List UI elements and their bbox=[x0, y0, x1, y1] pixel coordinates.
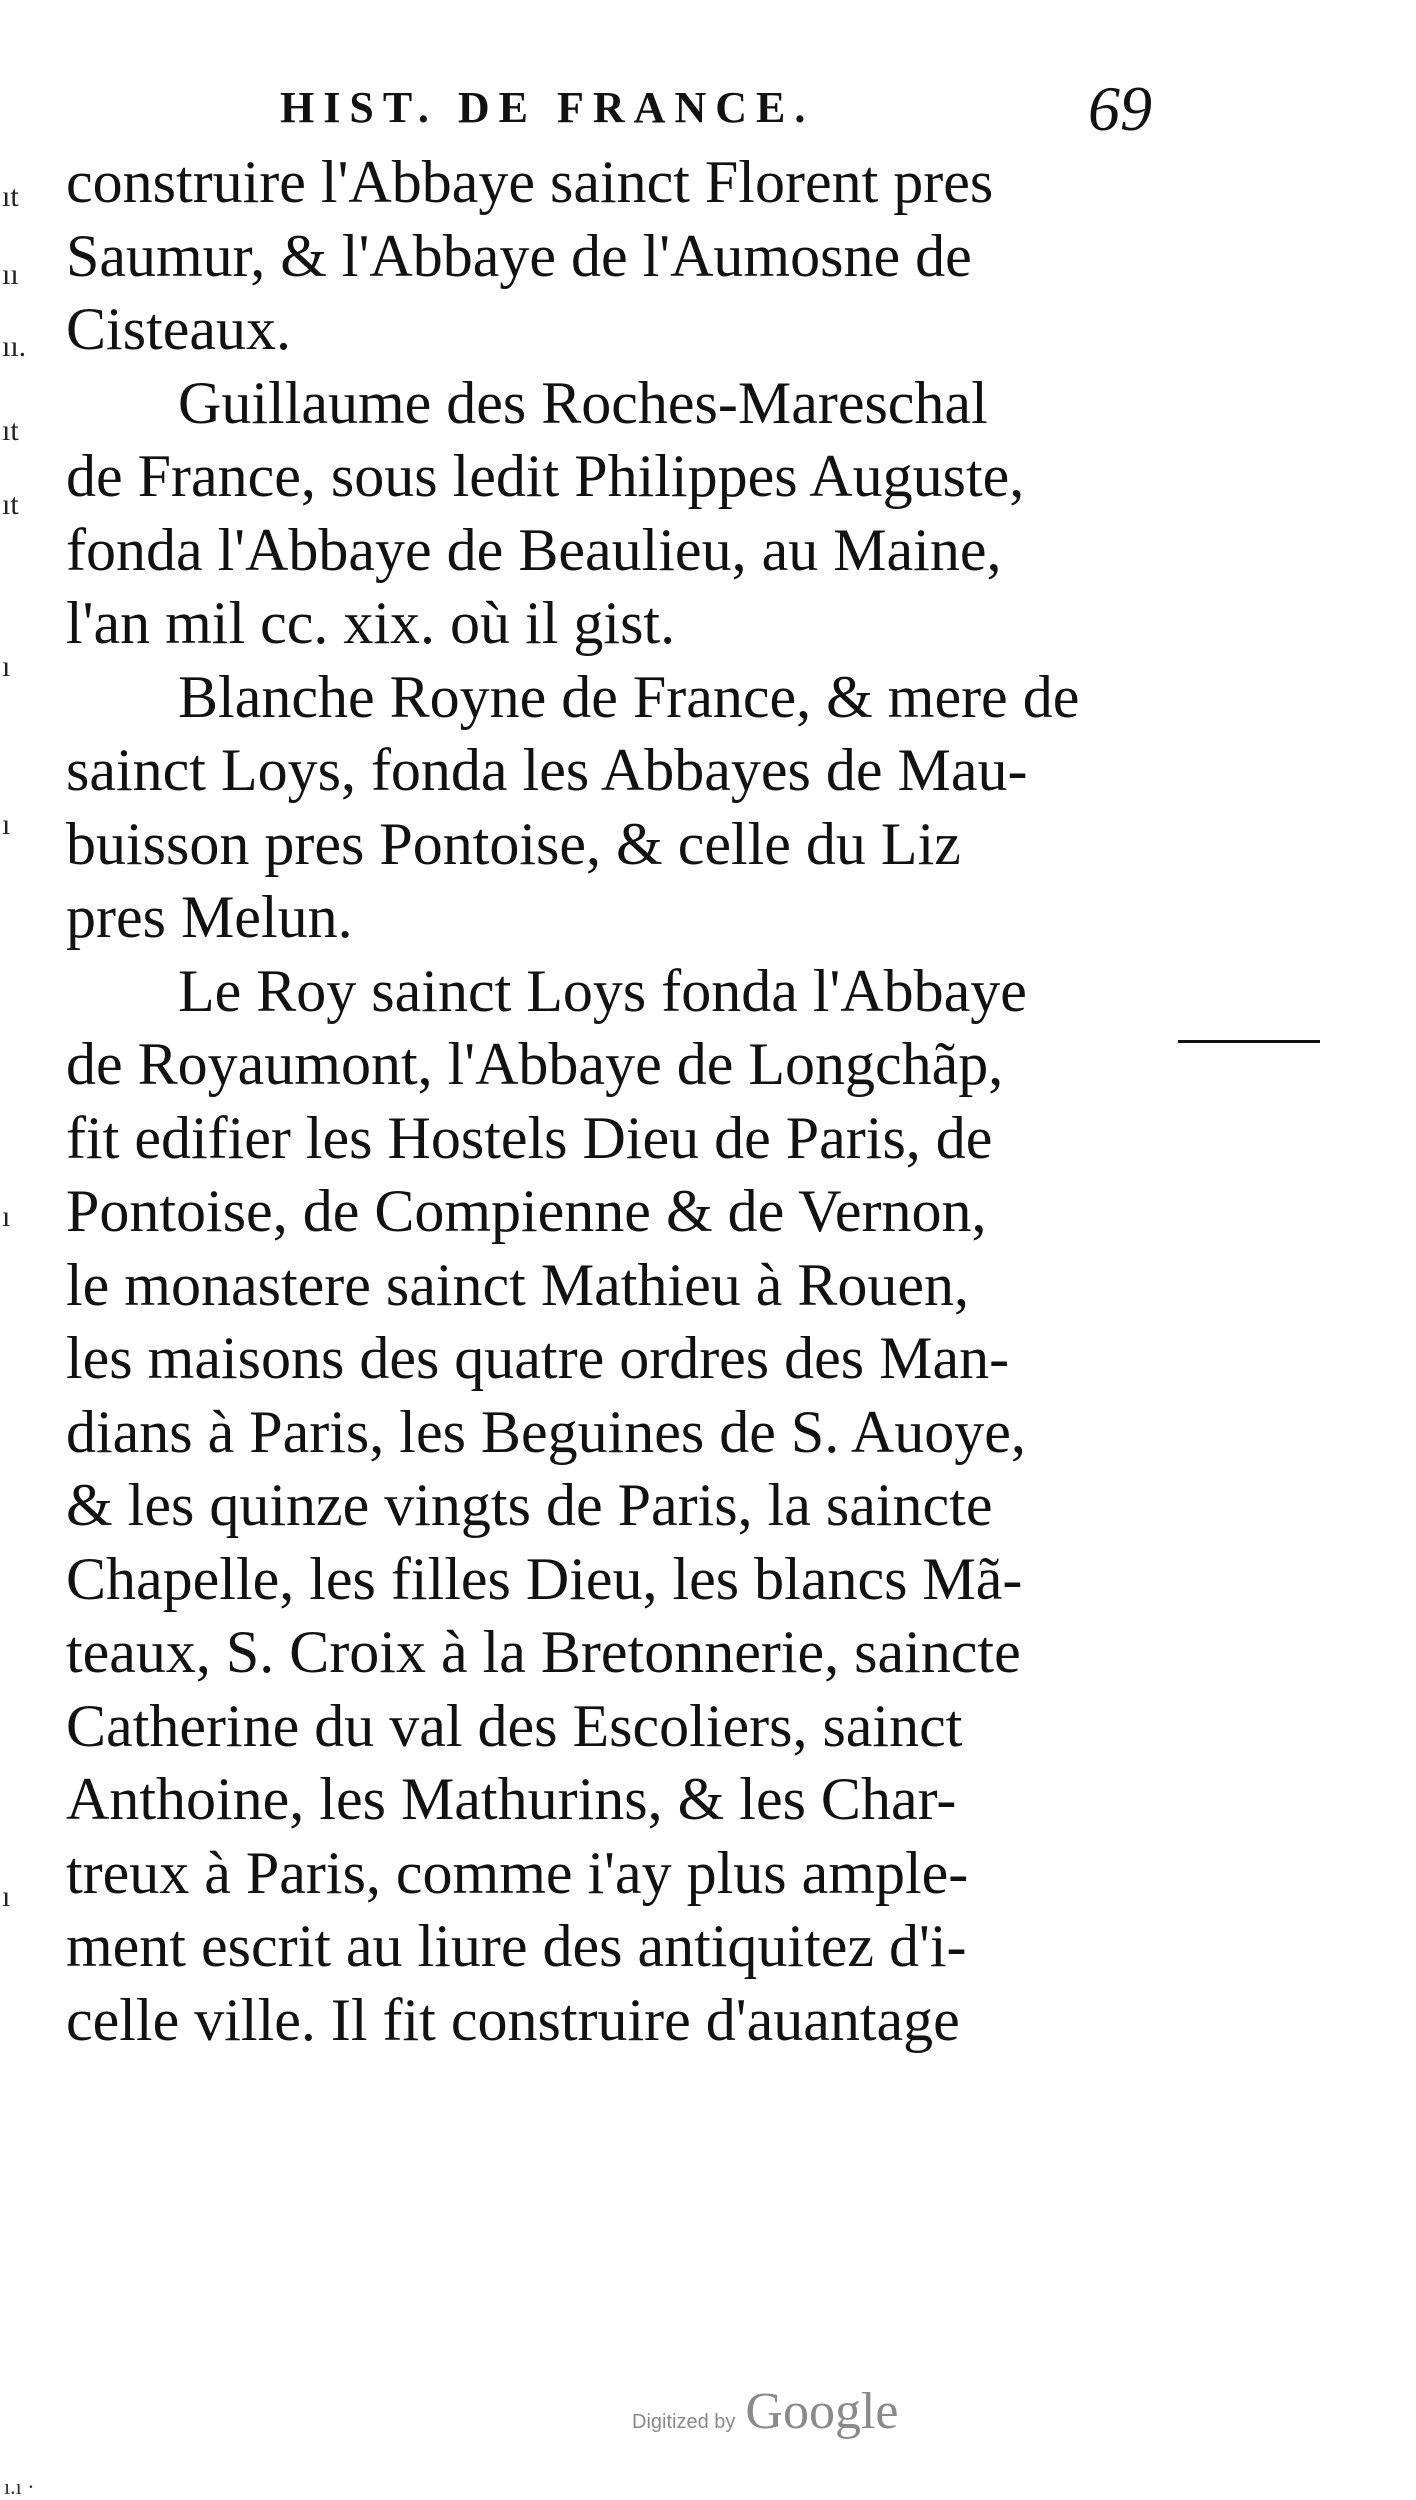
text-line: Catherine du val des Escoliers, sainct bbox=[66, 1692, 963, 1759]
text-line: construire l'Abbaye sainct Florent pres bbox=[66, 149, 994, 215]
text-line: le monastere sainct Mathieu à Rouen, bbox=[66, 1251, 970, 1318]
text-line: & les quinze vingts de Paris, la saincte bbox=[66, 1472, 993, 1538]
text-line: Anthoine, les Mathurins, & les Char- bbox=[66, 1766, 957, 1832]
text-line: fit edifier les Hostels Dieu de Paris, de bbox=[66, 1104, 993, 1171]
bottom-edge-mark: ı.ı · bbox=[4, 2474, 35, 2499]
digitized-by-text: Digitized by bbox=[632, 2411, 736, 2433]
text-line: l'an mil cc. xix. où il gist. bbox=[66, 590, 676, 656]
gutter-mark: ıı. bbox=[2, 330, 27, 363]
text-line: Pontoise, de Compienne & de Vernon, bbox=[66, 1178, 987, 1244]
page-number: 69 bbox=[1088, 73, 1152, 144]
gutter-mark: ıt bbox=[2, 180, 19, 213]
text-line: pres Melun. bbox=[66, 884, 353, 950]
paragraph-start-line: Guillaume des Roches-Mareschal bbox=[178, 369, 988, 436]
digitization-footer bbox=[632, 2382, 898, 2441]
gutter-mark: ı bbox=[2, 1880, 11, 1913]
text-line: Chapelle, les filles Dieu, les blancs Mã- bbox=[66, 1545, 1023, 1612]
running-head: HIST. DE FRANCE. bbox=[280, 83, 815, 132]
body-text bbox=[66, 146, 1236, 2057]
text-line: buisson pres Pontoise, & celle du Liz bbox=[66, 810, 961, 877]
text-line: teaux, S. Croix à la Bretonnerie, saincte bbox=[66, 1619, 1021, 1685]
gutter-mark: ıt bbox=[2, 488, 19, 521]
gutter-mark: ıı bbox=[2, 258, 19, 291]
paragraph-start-line: Le Roy sainct Loys fonda l'Abbaye bbox=[178, 957, 1027, 1024]
text-line: treux à Paris, comme i'ay plus ample- bbox=[66, 1839, 969, 1906]
gutter-mark: ı bbox=[2, 808, 11, 841]
text-line: de Royaumont, l'Abbaye de Longchãp, bbox=[66, 1031, 1004, 1097]
paragraph-start-line: Blanche Royne de France, & mere de bbox=[178, 663, 1080, 730]
page-header bbox=[0, 72, 1416, 152]
text-line: fonda l'Abbaye de Beaulieu, au Maine, bbox=[66, 516, 1002, 583]
text-line: Saumur, & l'Abbaye de l'Aumosne de bbox=[66, 222, 972, 289]
margin-rule bbox=[1178, 1040, 1320, 1043]
text-line: les maisons des quatre ordres des Man- bbox=[66, 1325, 1010, 1391]
gutter-mark: ı bbox=[2, 650, 11, 683]
text-line: dians à Paris, les Beguines de S. Auoye, bbox=[66, 1398, 1026, 1465]
gutter-mark: ıt bbox=[2, 414, 19, 447]
text-line: celle ville. Il fit construire d'auantage bbox=[66, 1986, 960, 2053]
google-logo: Google bbox=[745, 2383, 899, 2440]
text-line: sainct Loys, fonda les Abbayes de Mau- bbox=[66, 737, 1028, 803]
text-line: de France, sous ledit Philippes Auguste, bbox=[66, 443, 1025, 509]
text-line: ment escrit au liure des antiquitez d'i- bbox=[66, 1913, 967, 1979]
gutter-mark: ı bbox=[2, 1200, 11, 1233]
text-line: Cisteaux. bbox=[66, 296, 291, 362]
